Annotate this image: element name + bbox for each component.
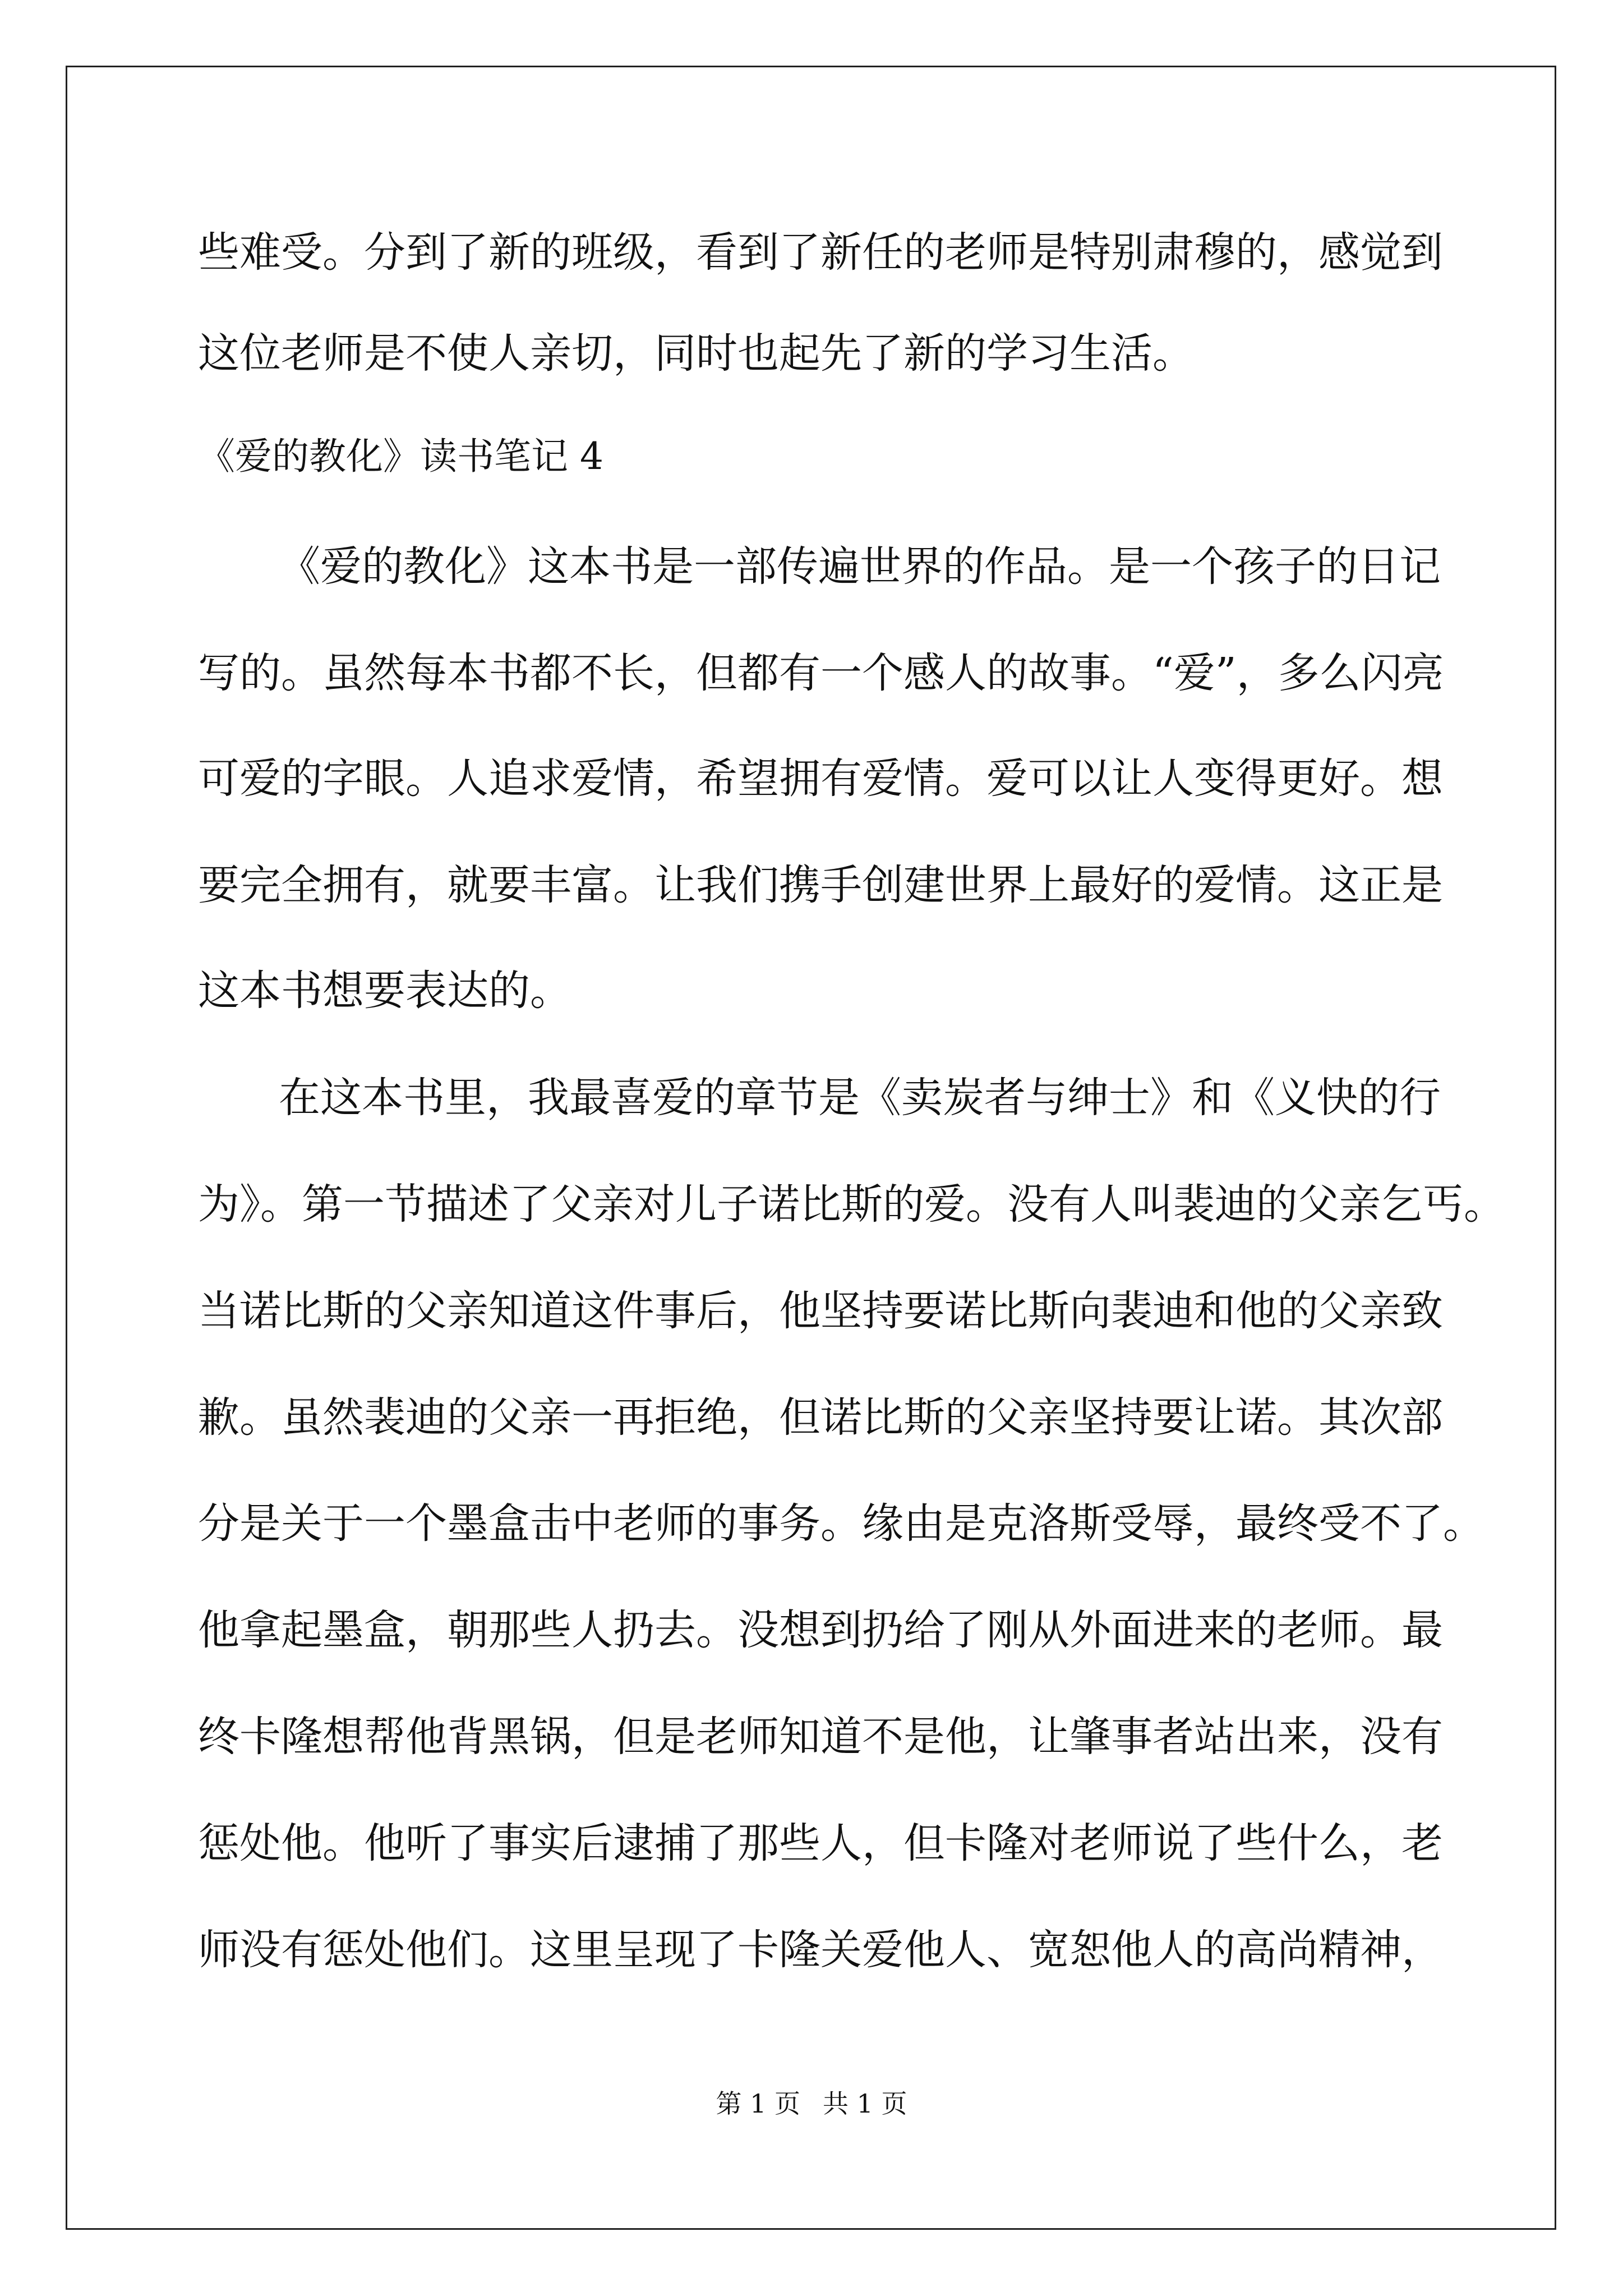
body-text-line: 终卡隆想帮他背黑锅，但是老师知道不是他，让肇事者站出来，没有	[198, 1713, 1443, 1761]
paragraph-first-line: 在这本书里，我最喜爱的章节是《卖炭者与绅士》和《义快的行	[279, 1074, 1441, 1122]
body-text-line: 些难受。分到了新的班级，看到了新任的老师是特别肃穆的，感觉到	[198, 228, 1443, 277]
page-footer	[0, 2087, 1623, 2120]
page-number: 第 1 页	[716, 2088, 800, 2119]
paragraph-first-line: 《爱的教化》这本书是一部传遍世界的作品。是一个孩子的日记	[279, 542, 1441, 591]
body-text-line: 歉。虽然裴迪的父亲一再拒绝，但诺比斯的父亲坚持要让诺。其次部	[198, 1393, 1443, 1442]
body-text-line: 写的。虽然每本书都不长，但都有一个感人的故事。“爱”，多么闪亮	[198, 649, 1444, 697]
body-text-line: 这位老师是不使人亲切，同时也起先了新的学习生活。	[198, 329, 1194, 378]
body-text-line: 惩处他。他听了事实后逮捕了那些人，但卡隆对老师说了些什么，老	[198, 1819, 1443, 1867]
body-text-line: 师没有惩处他们。这里呈现了卡隆关爱他人、宽恕他人的高尚精神，	[198, 1926, 1443, 1974]
body-text-line: 分是关于一个墨盒击中老师的事务。缘由是克洛斯受辱，最终受不了。	[198, 1499, 1484, 1548]
body-text-line: 要完全拥有，就要丰富。让我们携手创建世界上最好的爱情。这正是	[198, 861, 1443, 909]
page-total: 共 1 页	[823, 2088, 907, 2119]
section-heading: 《爱的教化》读书笔记 4	[198, 435, 603, 478]
body-text-line: 可爱的字眼。人追求爱情，希望拥有爱情。爱可以让人变得更好。想	[198, 754, 1443, 803]
page-border	[66, 66, 1556, 2230]
body-text-line: 他拿起墨盒，朝那些人扔去。没想到扔给了刚从外面进来的老师。最	[198, 1606, 1443, 1654]
body-text-line: 当诺比斯的父亲知道这件事后，他坚持要诺比斯向裴迪和他的父亲致	[198, 1287, 1443, 1335]
body-text-line: 这本书想要表达的。	[198, 967, 571, 1015]
body-text-line: 为》。第一节描述了父亲对儿子诺比斯的爱。没有人叫裴迪的父亲乞丐。	[198, 1180, 1505, 1228]
